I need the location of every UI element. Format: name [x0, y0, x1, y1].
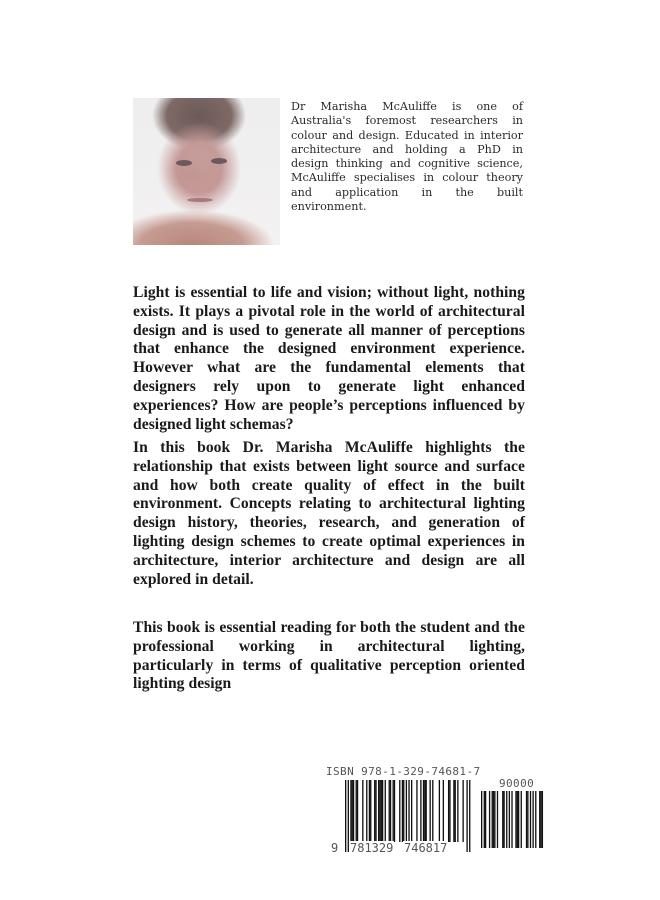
barcode-bar-13	[378, 780, 379, 842]
barcode-bar-18	[389, 780, 390, 842]
addon-bar-19	[530, 791, 531, 848]
barcode-bar-21	[394, 780, 395, 842]
barcode-bar-31	[424, 780, 425, 842]
addon-bar-7	[497, 791, 498, 848]
barcode-bar-35	[439, 780, 440, 842]
addon-bar-10	[506, 791, 507, 848]
addon-code: 90000	[499, 777, 535, 790]
barcode-bar-22	[399, 780, 400, 842]
author-bio: Dr Marisha McAuliffe is one of Australia's foremost researchers in colour and design. Educated in interior architecture and holding a PhD in design thinking and cognitive science, McAuliffe specialises in colour theory and application in the built environment.	[291, 100, 523, 214]
barcode-bar-34	[432, 780, 433, 842]
barcode-bar-10	[370, 780, 371, 842]
addon-bar-22	[539, 791, 540, 848]
barcode-bar-36	[443, 780, 444, 842]
barcode-bar-43	[466, 780, 467, 852]
addon-bar-3	[489, 791, 490, 848]
ean-first-digit: 9	[331, 841, 339, 855]
isbn-barcode	[318, 762, 548, 862]
addon-bar-24	[542, 791, 543, 848]
barcode-bar-6	[357, 780, 358, 842]
addon-bar-0	[481, 791, 482, 848]
addon-bar-5	[493, 791, 494, 848]
addon-bar-6	[494, 791, 495, 848]
addon-bar-9	[503, 791, 504, 848]
barcode-bar-0	[345, 780, 346, 852]
ean-left-group: 781329	[350, 841, 394, 855]
barcode-bar-24	[403, 780, 404, 842]
barcode-bar-28	[416, 780, 417, 842]
addon-bar-2	[485, 791, 486, 848]
barcode-bar-27	[411, 780, 412, 842]
barcode-bar-8	[366, 780, 367, 842]
barcode-bar-9	[369, 780, 370, 842]
isbn-label: ISBN 978-1-329-74681-7	[326, 765, 481, 778]
barcode-bar-7	[362, 780, 363, 842]
barcode-bar-11	[374, 780, 375, 842]
barcode-bar-19	[390, 780, 391, 842]
description-paragraph-1: Light is essential to life and vision; without light, nothing exists. It plays a pivotal role in the world of architectural design and is used to generate all manner of perceptions that enhance the designed environment experience. However what are the fundamental elements that designers rely upon to generate light enhanced experiences? How are people’s perceptions influenced by designed light schemas?	[133, 284, 525, 433]
barcode-bar-30	[423, 780, 424, 842]
addon-bar-8	[502, 791, 503, 848]
barcode-bar-4	[353, 780, 354, 842]
description-paragraph-3: This book is essential reading for both the student and the professional working in architectural lighting, particularly in terms of qualitative perception oriented lighting design	[133, 619, 525, 693]
barcode-bar-40	[455, 780, 456, 842]
barcode-bar-39	[453, 780, 454, 842]
photo-detail-mouth	[187, 198, 213, 202]
barcode-bar-17	[385, 780, 386, 842]
barcode-bar-12	[375, 780, 376, 842]
barcode-bar-15	[381, 780, 382, 842]
barcode-bar-3	[352, 780, 353, 842]
addon-bar-13	[515, 791, 516, 848]
addon-bar-20	[532, 791, 533, 848]
barcode-bar-33	[429, 780, 430, 842]
barcode-bar-23	[402, 780, 403, 842]
photo-detail-left-eye	[176, 160, 192, 166]
description-paragraph-2: In this book Dr. Marisha McAuliffe highlights the relationship that exists between light source and surface and how both create quality of effect in the built environment. Concepts relating to architectural lighting design history, theories, research, and generation of lighting design schemes to create optimal experiences in architecture, interior architecture and design are all explored in detail.	[133, 439, 525, 588]
ean-right-group: 746817	[404, 841, 448, 855]
barcode-bar-2	[350, 780, 351, 842]
author-photo	[133, 98, 280, 245]
barcode-bar-16	[382, 780, 383, 842]
barcode-bar-44	[469, 780, 470, 852]
photo-detail-right-eye	[211, 158, 227, 164]
addon-bar-23	[540, 791, 541, 848]
barcode-bar-37	[448, 780, 449, 842]
addon-bar-11	[509, 791, 510, 848]
addon-bar-18	[527, 791, 528, 848]
addon-bar-4	[492, 791, 493, 848]
barcode-bar-41	[457, 780, 458, 842]
addon-bar-15	[518, 791, 519, 848]
barcode-bar-20	[393, 780, 394, 842]
addon-bar-16	[521, 791, 522, 848]
barcode-bar-38	[449, 780, 450, 842]
addon-bar-17	[526, 791, 527, 848]
barcode-bar-42	[462, 780, 463, 842]
barcode-bar-29	[420, 780, 421, 842]
barcode-bar-5	[356, 780, 357, 842]
addon-bar-12	[511, 791, 512, 848]
addon-bar-21	[535, 791, 536, 848]
addon-bar-1	[484, 791, 485, 848]
barcode-bar-32	[426, 780, 427, 842]
addon-bar-14	[517, 791, 518, 848]
barcode-bar-14	[379, 780, 380, 842]
